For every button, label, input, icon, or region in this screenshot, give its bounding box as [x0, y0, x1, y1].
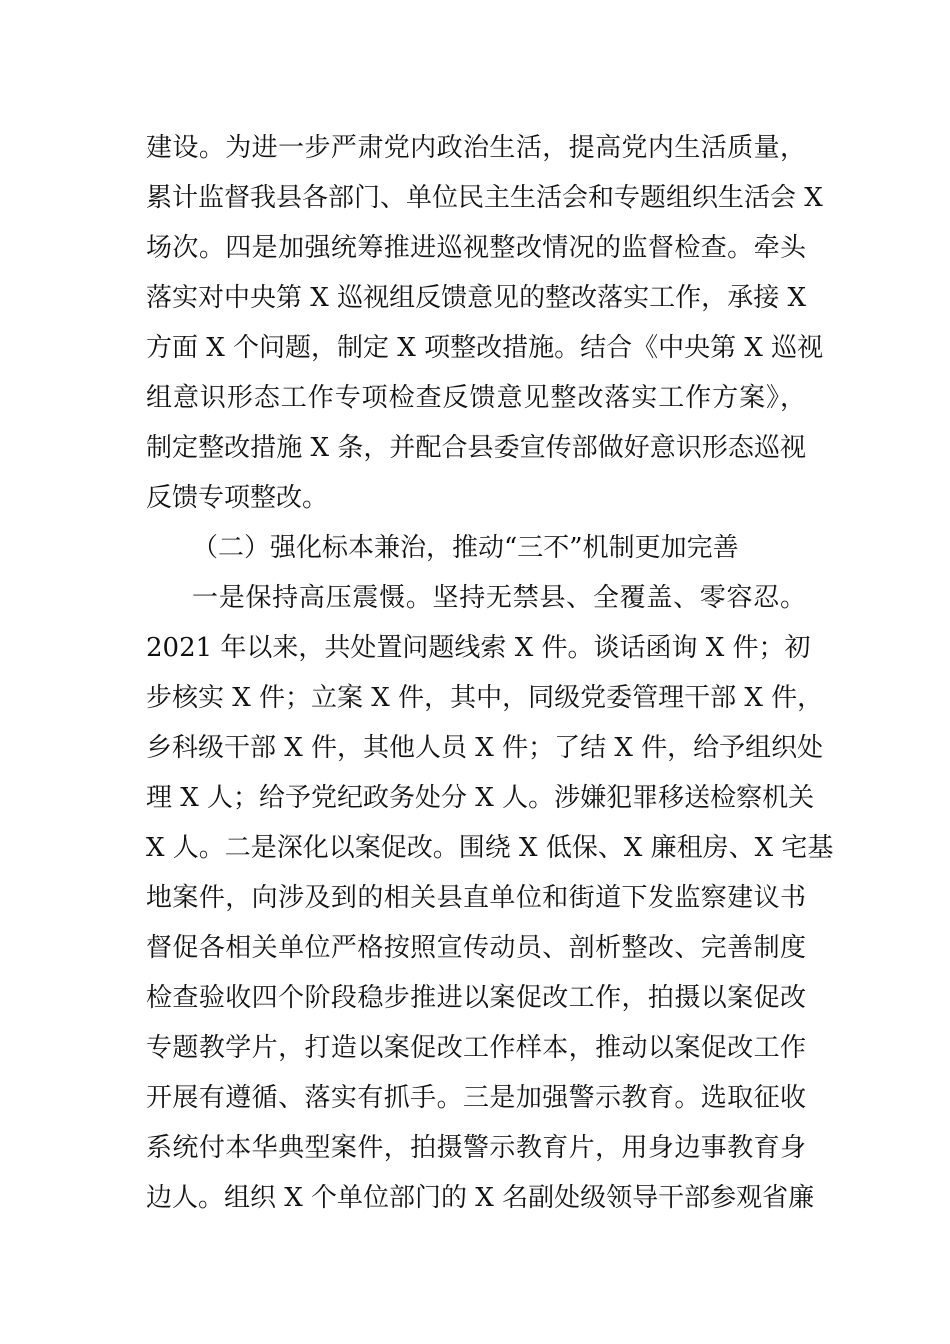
text-line: 乡科级干部 X 件，其他人员 X 件；了结 X 件，给予组织处 — [146, 733, 824, 763]
text-line: 步核实 X 件；立案 X 件，其中，同级党委管理干部 X 件， — [146, 683, 824, 713]
text-line: 督促各相关单位严格按照宣传动员、剖析整改、完善制度 — [146, 933, 806, 963]
text-line: 反馈专项整改。 — [146, 483, 329, 513]
text-line: 地案件，向涉及到的相关县直单位和街道下发监察建议书 — [146, 883, 806, 913]
text-line: 检查验收四个阶段稳步推进以案促改工作，拍摄以案促改 — [146, 983, 806, 1013]
text-line: 专题教学片，打造以案促改工作样本，推动以案促改工作 — [146, 1033, 806, 1063]
text-line: 2021 年以来，共处置问题线索 X 件。谈话函询 X 件；初 — [146, 633, 811, 663]
text-line: 建设。为进一步严肃党内政治生活，提高党内生活质量， — [146, 133, 806, 163]
text-line: 场次。四是加强统筹推进巡视整改情况的监督检查。牵头 — [146, 233, 806, 263]
body-text — [146, 123, 834, 1223]
text-line: 组意识形态工作专项检查反馈意见整改落实工作方案》， — [146, 383, 806, 413]
text-line: 开展有遵循、落实有抓手。三是加强警示教育。选取征收 — [146, 1083, 806, 1113]
text-line: 落实对中央第 X 巡视组反馈意见的整改落实工作，承接 X — [146, 283, 806, 313]
text-line: X 人。二是深化以案促改。围绕 X 低保、X 廉租房、X 宅基 — [146, 833, 834, 863]
text-line: 边人。组织 X 个单位部门的 X 名副处级领导干部参观省廉 — [146, 1183, 815, 1213]
text-line: 方面 X 个问题，制定 X 项整改措施。结合《中央第 X 巡视 — [146, 333, 824, 363]
paragraph-first-line: 一是保持高压震慑。坚持无禁县、全覆盖、零容忍。 — [192, 583, 806, 613]
text-line: 系统付本华典型案件，拍摄警示教育片，用身边事教育身 — [146, 1133, 806, 1163]
text-line: 累计监督我县各部门、单位民主生活会和专题组织生活会 X — [146, 183, 823, 213]
text-line: 制定整改措施 X 条，并配合县委宣传部做好意识形态巡视 — [146, 433, 806, 463]
section-heading: （二）强化标本兼治，推动“三不”机制更加完善 — [192, 533, 739, 563]
text-line: 理 X 人；给予党纪政务处分 X 人。涉嫌犯罪移送检察机关 — [146, 783, 815, 813]
